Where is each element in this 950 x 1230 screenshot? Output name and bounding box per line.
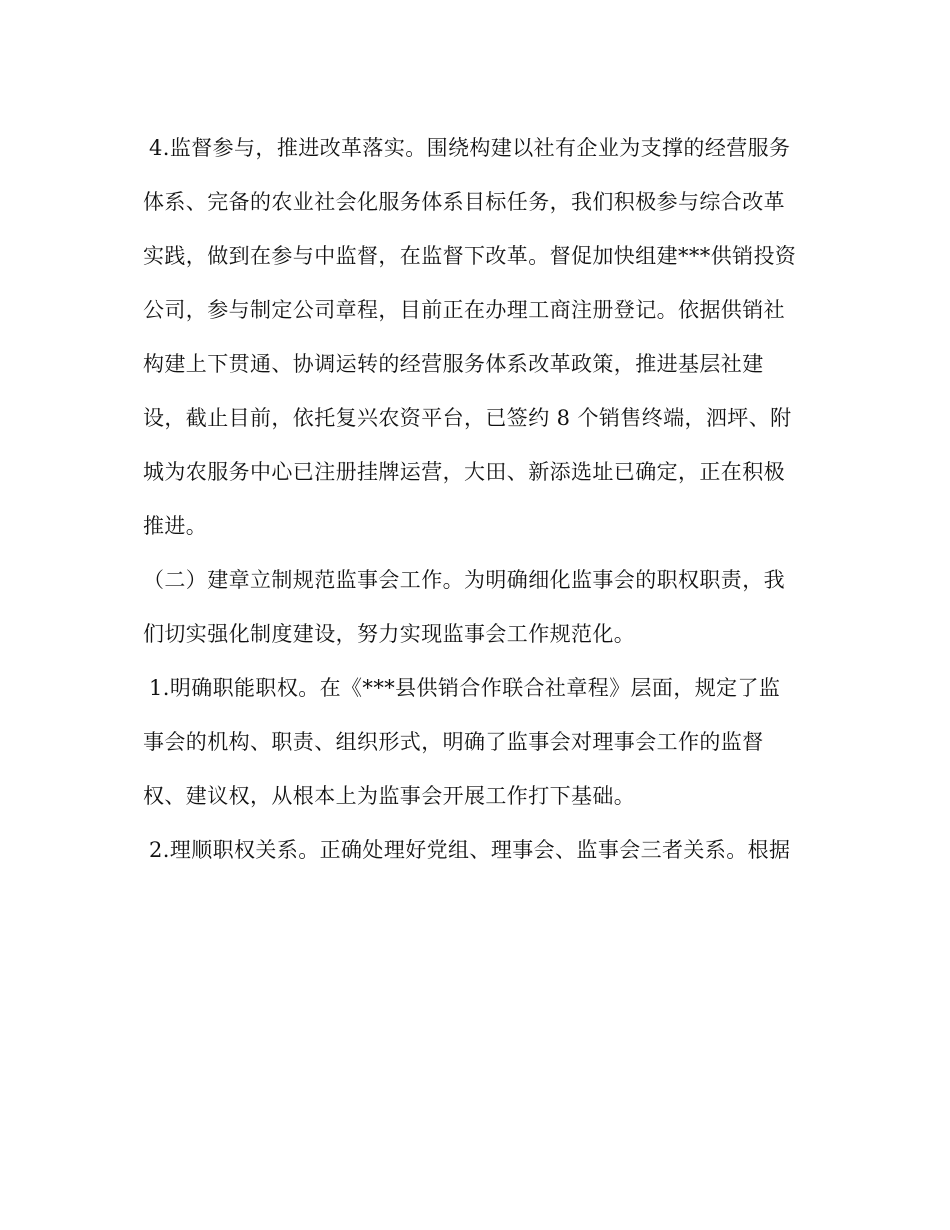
paragraph-line: 们切实强化制度建设，努力实现监事会工作规范化。 [143,622,636,646]
paragraph-line: 公司，参与制定公司章程，目前正在办理工商注册登记。依据供销社 [143,298,785,322]
paragraph-line: 1.明确职能职权。在《***县供销合作联合社章程》层面，规定了监 [149,676,781,700]
section-heading-line: （二）建章立制规范监事会工作。为明确细化监事会的职权职责，我 [143,568,785,592]
paragraph-line: 推进。 [143,514,208,538]
paragraph-line: 2.理顺职权关系。正确处理好党组、理事会、监事会三者关系。根据 [149,838,791,862]
document-body [143,121,823,877]
paragraph-line: 城为农服务中心已注册挂牌运营，大田、新添选址已确定，正在积极 [143,460,785,484]
paragraph-line: 权、建议权，从根本上为监事会开展工作打下基础。 [143,784,636,808]
paragraph-line: 设，截止目前，依托复兴农资平台，已签约 8 个销售终端，泗坪、附 [143,406,792,430]
paragraph-line: 体系、完备的农业社会化服务体系目标任务，我们积极参与综合改革 [143,190,785,214]
paragraph-line: 实践，做到在参与中监督，在监督下改革。督促加快组建***供销投资 [143,244,797,268]
paragraph-line: 构建上下贯通、协调运转的经营服务体系改革政策，推进基层社建 [143,352,764,376]
paragraph-line: 4.监督参与，推进改革落实。围绕构建以社有企业为支撑的经营服务 [149,136,791,160]
paragraph-line: 事会的机构、职责、组织形式，明确了监事会对理事会工作的监督 [143,730,764,754]
